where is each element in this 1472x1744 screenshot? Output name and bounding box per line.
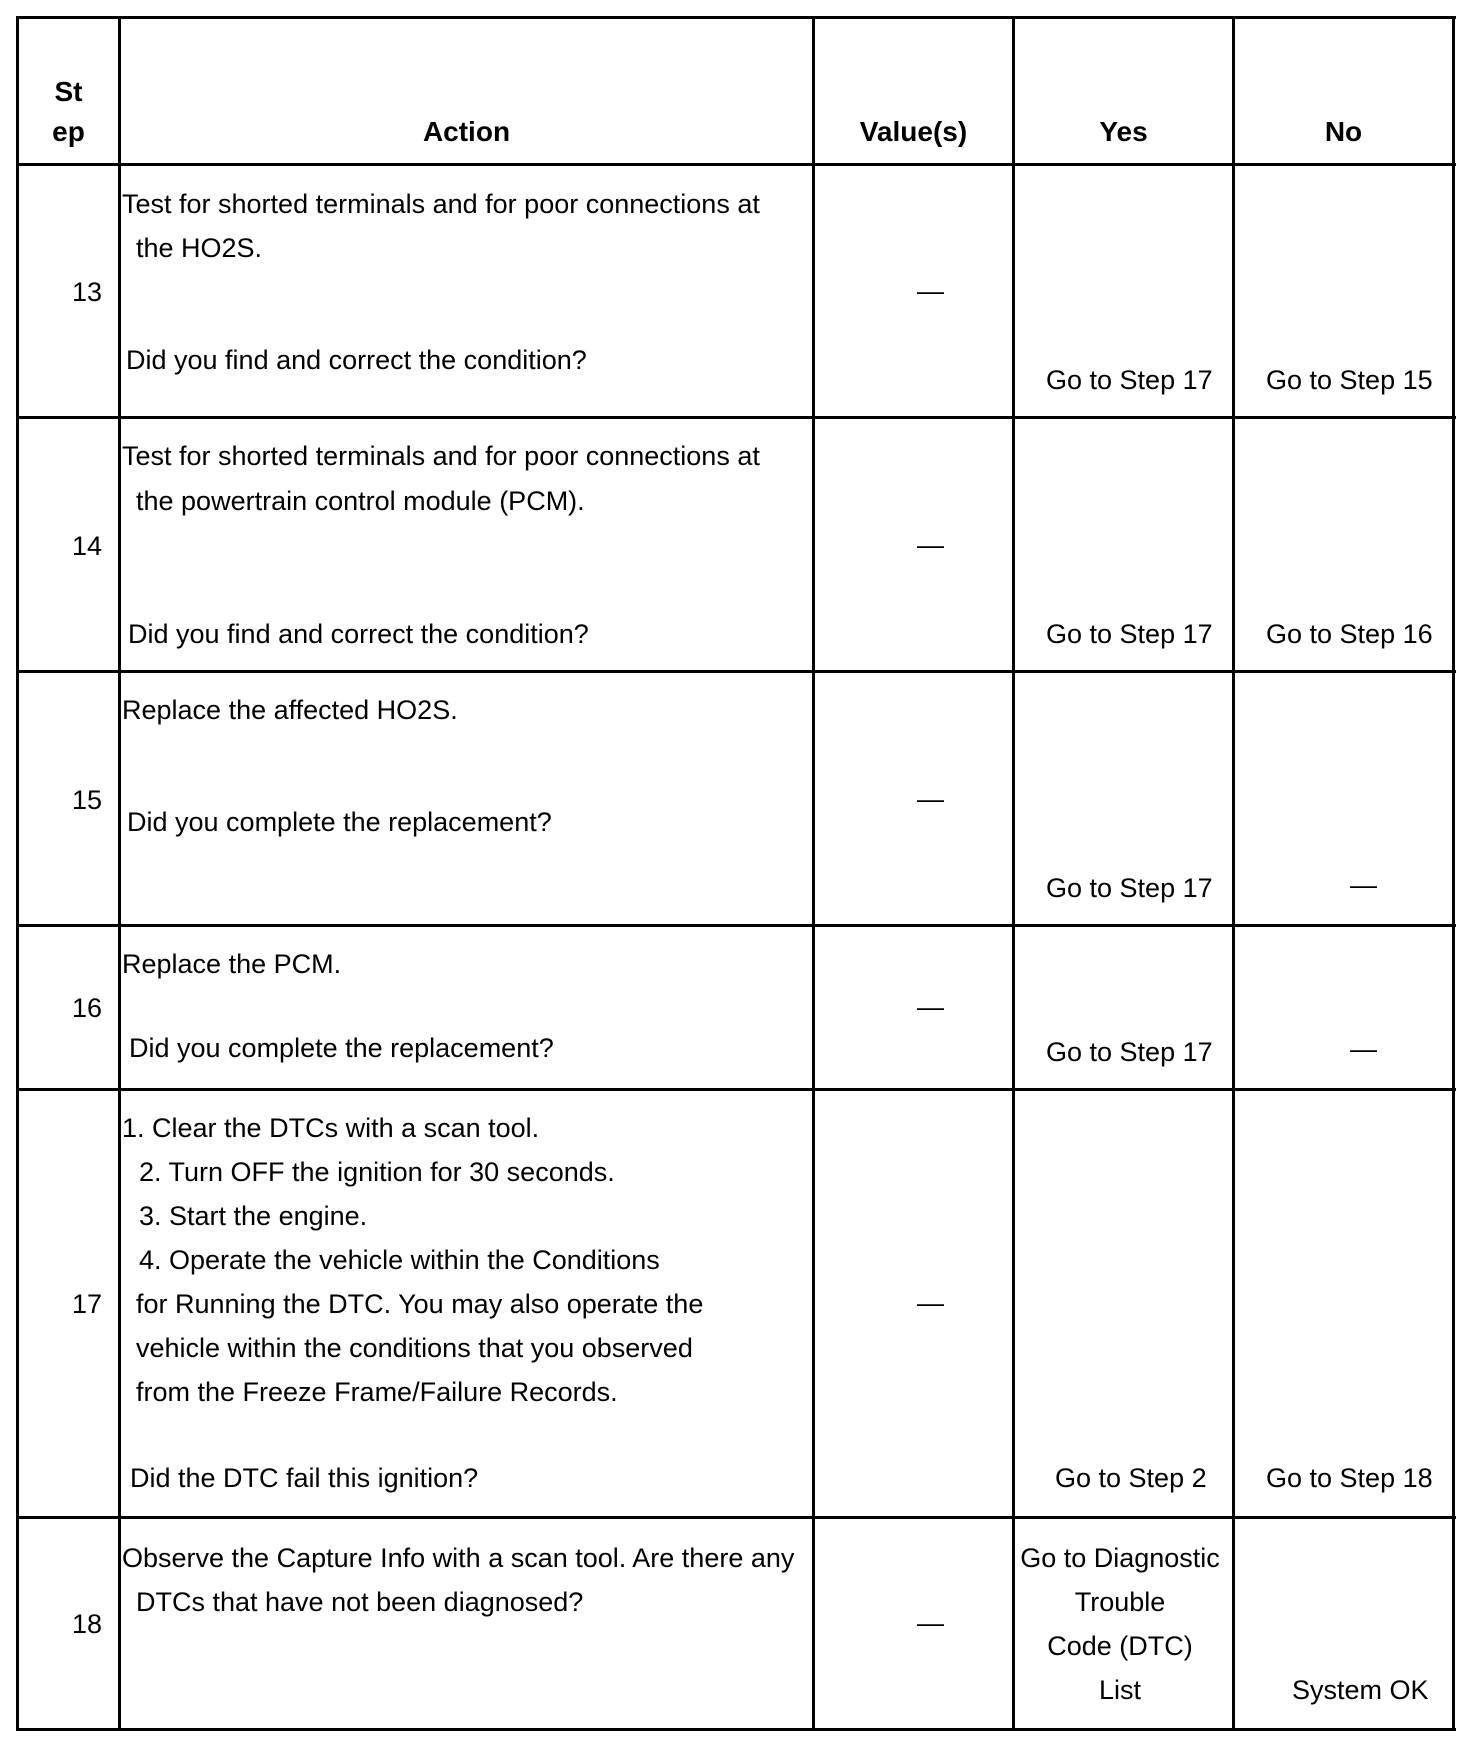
action-text: for Running the DTC. You may also operate the	[136, 1289, 704, 1319]
step-number: 17	[72, 1289, 103, 1319]
action-list-item: 1. Clear the DTCs with a scan tool.	[122, 1113, 540, 1143]
action-text: Replace the affected HO2S.	[122, 695, 458, 725]
value-dash: —	[917, 1288, 944, 1318]
yes-action: Go to Step 17	[1046, 365, 1213, 395]
yes-action-line: Code (DTC)	[1047, 1631, 1193, 1661]
step-number: 16	[72, 993, 103, 1023]
action-text: DTCs that have not been diagnosed?	[136, 1587, 584, 1617]
action-list-item: 4. Operate the vehicle within the Conditions	[139, 1245, 660, 1275]
header-no: No	[1324, 116, 1363, 147]
yes-action: Go to Step 17	[1046, 1037, 1213, 1067]
action-text: the powertrain control module (PCM).	[136, 486, 585, 516]
yes-action-line: Trouble	[1074, 1587, 1166, 1617]
header-values: Value(s)	[859, 116, 968, 147]
yes-action-line: Go to Diagnostic	[1020, 1543, 1220, 1573]
yes-action: Go to Step 17	[1046, 619, 1213, 649]
header-action: Action	[422, 116, 511, 147]
action-text: Observe the Capture Info with a scan tool. Are there any	[122, 1543, 795, 1573]
yes-action: Go to Step 17	[1046, 873, 1213, 903]
action-list-item: 2. Turn OFF the ignition for 30 seconds.	[139, 1157, 615, 1187]
no-dash: —	[1350, 1034, 1377, 1064]
action-text: Test for shorted terminals and for poor connections at	[122, 441, 760, 471]
no-dash: —	[1350, 870, 1377, 900]
action-question: Did you find and correct the condition?	[126, 345, 587, 375]
action-text: the HO2S.	[136, 233, 263, 263]
header-step-line2: ep	[52, 116, 85, 147]
value-dash: —	[917, 992, 944, 1022]
action-text: vehicle within the conditions that you observed	[136, 1333, 693, 1363]
no-action: System OK	[1292, 1675, 1429, 1705]
no-action: Go to Step 15	[1266, 365, 1433, 395]
action-question: Did the DTC fail this ignition?	[130, 1463, 479, 1493]
action-question: Did you complete the replacement?	[127, 807, 552, 837]
yes-action-line: List	[1098, 1675, 1142, 1705]
step-number: 18	[72, 1609, 103, 1639]
action-list-item: 3. Start the engine.	[139, 1201, 368, 1231]
value-dash: —	[917, 1608, 944, 1638]
value-dash: —	[917, 530, 944, 560]
yes-action: Go to Step 2	[1055, 1463, 1207, 1493]
action-text: Replace the PCM.	[122, 949, 342, 979]
action-question: Did you complete the replacement?	[129, 1033, 554, 1063]
step-number: 15	[72, 785, 103, 815]
header-yes: Yes	[1099, 116, 1148, 147]
value-dash: —	[917, 784, 944, 814]
action-text: from the Freeze Frame/Failure Records.	[136, 1377, 618, 1407]
no-action: Go to Step 16	[1266, 619, 1433, 649]
action-text: Test for shorted terminals and for poor connections at	[122, 189, 760, 219]
no-action: Go to Step 18	[1266, 1463, 1433, 1493]
step-number: 13	[72, 277, 103, 307]
step-number: 14	[72, 531, 103, 561]
action-question: Did you find and correct the condition?	[128, 619, 589, 649]
header-step-line1: St	[54, 76, 83, 107]
value-dash: —	[917, 276, 944, 306]
